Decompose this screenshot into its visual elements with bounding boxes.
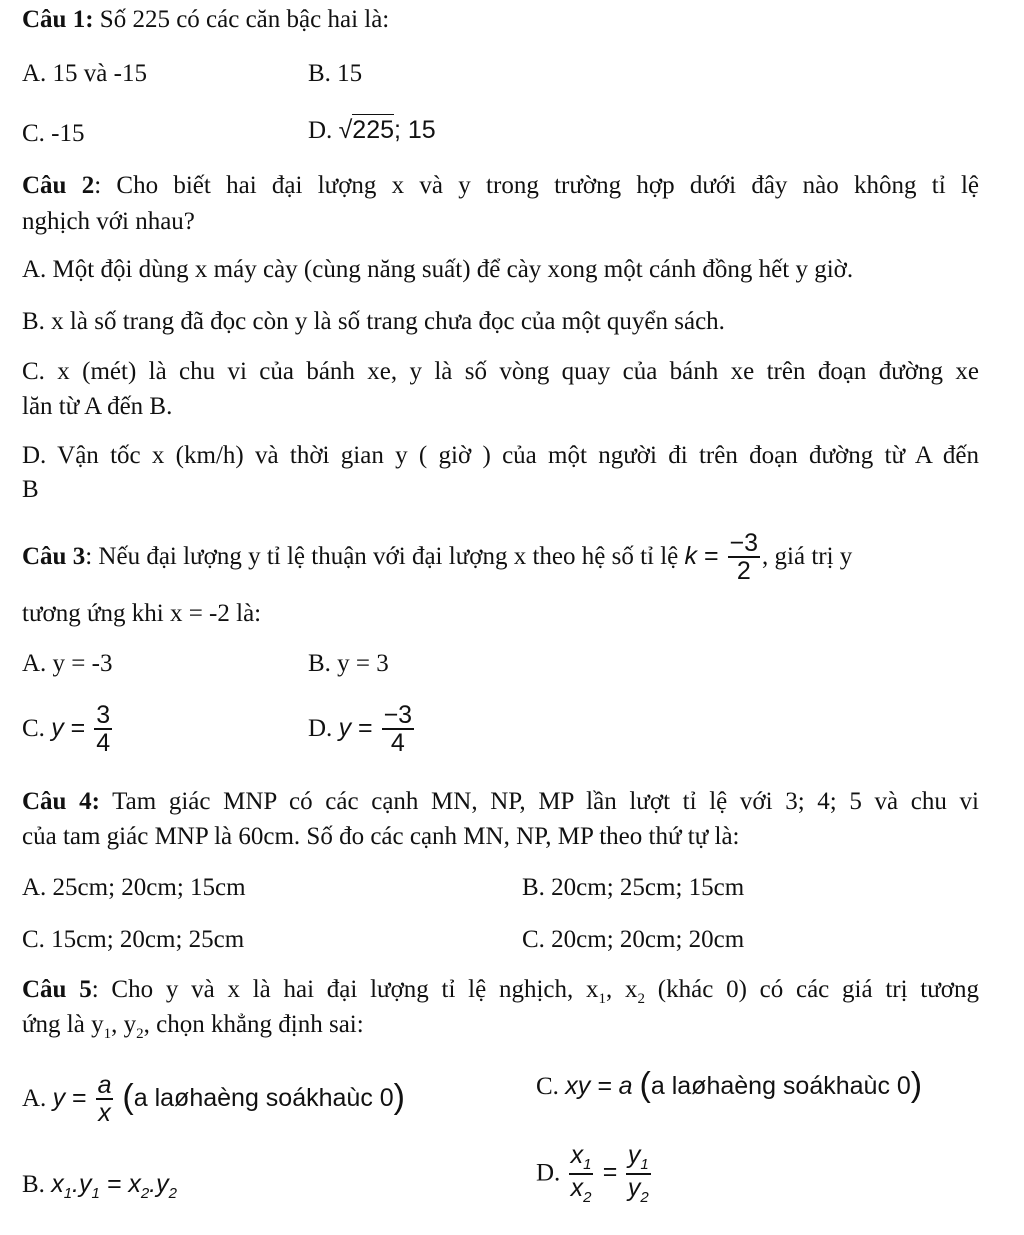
q2-option-d-line1: D. Vận tốc x (km/h) và thời gian y ( giờ ) của một người đi trên đoạn đường từ A đến xyxy=(22,442,979,469)
q5-d-frac-x xyxy=(569,1142,594,1206)
q5-sub-x2: 2 xyxy=(637,991,646,1007)
q4-stem-line1 xyxy=(22,788,979,817)
q5-a-paren-text: a laøhaèng soákhaùc 0 xyxy=(133,1083,394,1112)
q3-c-label: C. xyxy=(22,714,45,742)
q5-option-c xyxy=(536,1066,922,1105)
q5-a-eq: = xyxy=(65,1083,94,1112)
q1-d-label: D. xyxy=(308,117,333,144)
q5-a-num: a xyxy=(97,1071,112,1099)
q3-c-expr xyxy=(51,701,114,758)
q5-a-rparen: ) xyxy=(393,1077,405,1116)
q2-text1: : Cho biết hai đại lượng x và y trong trường hợp dưới đây nào không tỉ lệ xyxy=(94,172,979,199)
q3-option-d xyxy=(308,702,416,757)
q3-d-den: 4 xyxy=(390,729,405,758)
q4-option-c: C. 15cm; 20cm; 25cm xyxy=(22,926,245,953)
q2-option-a: A. Một đội dùng x máy cày (cùng năng suất) để cày xong một cánh đồng hết y giờ. xyxy=(22,256,854,283)
q5-d-eq: = xyxy=(595,1158,624,1187)
q5-option-d xyxy=(536,1142,653,1206)
q5-text1-b: , x xyxy=(606,976,638,1003)
q3-label: Câu 3 xyxy=(22,542,86,570)
q5-stem-line1 xyxy=(22,976,979,1008)
q5-b-dot1: . xyxy=(72,1170,79,1198)
q5-b-x1: x xyxy=(51,1170,64,1198)
q5-d-expr xyxy=(567,1141,653,1206)
q5-b-sub-y1: 1 xyxy=(91,1185,100,1202)
q3-k-den: 2 xyxy=(736,557,751,586)
q5-b-sub-x1: 1 xyxy=(63,1185,73,1202)
q5-a-lparen: ( xyxy=(122,1077,134,1116)
q5-b-y1: y xyxy=(78,1170,92,1198)
q4-stem-line2: của tam giác MNP là 60cm. Số đo các cạnh MN, NP, MP theo thứ tự là: xyxy=(22,823,740,850)
q5-b-eq: = xyxy=(99,1170,129,1198)
q5-a-expr xyxy=(52,1071,405,1128)
q5-d-x2: x xyxy=(570,1173,584,1202)
q5-a-label: A. xyxy=(22,1084,47,1112)
q5-b-x2: x xyxy=(128,1170,141,1198)
q5-b-sub-y2: 2 xyxy=(168,1185,177,1202)
q3-c-eq: = xyxy=(63,713,93,742)
q5-text1-a: : Cho y và x là hai đại lượng tỉ lệ nghịch, x xyxy=(91,976,599,1003)
q5-text2-b: , y xyxy=(111,1011,137,1038)
q5-b-expr xyxy=(51,1170,177,1202)
q4-text1: Tam giác MNP có các cạnh MN, NP, MP lần lượt tỉ lệ với 3; 4; 5 và chu vi xyxy=(99,788,979,815)
q3-text1-end: , giá trị y xyxy=(762,542,853,570)
q3-k-var: k xyxy=(684,541,698,570)
q5-c-expr-wrap xyxy=(565,1066,923,1104)
q5-stem-line2 xyxy=(22,1011,364,1043)
q1-d-radicand: 225 xyxy=(352,116,395,144)
q3-d-label: D. xyxy=(308,714,333,742)
q1-option-b: B. 15 xyxy=(308,60,363,87)
q5-d-y1-wrap xyxy=(626,1142,651,1175)
q5-b-dot2: . xyxy=(149,1170,157,1198)
q5-option-a xyxy=(22,1072,405,1127)
q3-k-frac xyxy=(728,530,761,585)
sqrt-sign: √ xyxy=(338,116,353,144)
q5-text2-a: ứng là y xyxy=(22,1011,104,1038)
q3-d-num: −3 xyxy=(383,701,413,729)
q3-c-var: y xyxy=(51,713,64,742)
q3-d-eq: = xyxy=(351,713,380,742)
q4-label: Câu 4: xyxy=(22,788,100,815)
q5-c-paren-text: a laøhaèng soákhaùc 0 xyxy=(650,1072,911,1100)
q1-stem xyxy=(22,6,389,35)
q5-sub-x1: 1 xyxy=(598,991,607,1007)
q1-option-a: A. 15 và -15 xyxy=(22,60,147,87)
q5-c-label: C. xyxy=(536,1073,559,1100)
q1-label: Câu 1: xyxy=(22,6,94,33)
q3-option-c xyxy=(22,702,114,757)
q2-option-c-line1: C. x (mét) là chu vi của bánh xe, y là số vòng quay của bánh xe trên đoạn đường xe xyxy=(22,358,979,385)
q3-k-expr xyxy=(684,529,763,586)
q1-option-c: C. -15 xyxy=(22,120,85,147)
q5-b-y2: y xyxy=(156,1170,169,1198)
q5-d-frac-y xyxy=(626,1142,651,1206)
q3-d-frac xyxy=(382,702,415,757)
q5-sub-y2: 2 xyxy=(136,1026,144,1042)
q5-d-y2: y xyxy=(627,1173,641,1202)
q5-text2-c: , chọn khẳng định sai: xyxy=(143,1011,364,1038)
q5-b-sub-x2: 2 xyxy=(140,1185,150,1202)
q2-option-c-line2: lăn từ A đến B. xyxy=(22,393,173,420)
q5-d-label: D. xyxy=(536,1159,561,1187)
q3-stem-line1 xyxy=(22,530,852,585)
q5-label: Câu 5 xyxy=(22,976,92,1003)
q1-d-rest: ; 15 xyxy=(394,116,436,144)
q3-c-num: 3 xyxy=(96,701,111,729)
q2-label: Câu 2 xyxy=(22,172,95,199)
q2-option-d-line2: B xyxy=(22,476,39,503)
q5-c-rparen: ) xyxy=(910,1066,923,1104)
q1-option-d xyxy=(308,116,436,146)
q5-sub-y1: 1 xyxy=(103,1026,112,1042)
q5-d-sub-x2: 2 xyxy=(583,1188,592,1206)
q3-d-var: y xyxy=(338,713,352,742)
q3-c-frac xyxy=(94,702,112,757)
q5-c-lparen: ( xyxy=(639,1066,651,1104)
q1-d-expr xyxy=(339,116,436,144)
q5-a-den: x xyxy=(98,1099,111,1128)
q5-b-label: B. xyxy=(22,1171,45,1198)
q3-k-num: −3 xyxy=(729,529,759,557)
q3-stem-line2: tương ứng khi x = -2 là: xyxy=(22,600,262,627)
q5-d-x2-wrap xyxy=(569,1175,594,1206)
q5-a-frac xyxy=(96,1072,114,1127)
q5-c-expr: xy = a xyxy=(565,1072,633,1100)
q4-option-d: C. 20cm; 20cm; 20cm xyxy=(522,926,745,953)
q3-option-a: A. y = -3 xyxy=(22,650,113,677)
q5-d-y2-wrap xyxy=(626,1175,651,1206)
q2-stem-line2: nghịch với nhau? xyxy=(22,208,195,235)
q5-option-b xyxy=(22,1170,177,1202)
q3-k-eq: = xyxy=(697,541,726,570)
q5-a-var: y xyxy=(52,1083,66,1112)
q2-stem-line1 xyxy=(22,172,979,201)
q5-d-sub-x1: 1 xyxy=(583,1156,592,1173)
q5-d-y1: y xyxy=(627,1141,641,1169)
q3-d-expr xyxy=(338,701,417,758)
q3-c-den: 4 xyxy=(96,729,111,758)
q5-d-sub-y1: 1 xyxy=(640,1156,649,1173)
q2-option-b: B. x là số trang đã đọc còn y là số trang chưa đọc của một quyển sách. xyxy=(22,308,725,335)
q4-option-b: B. 20cm; 25cm; 15cm xyxy=(522,874,745,901)
q5-d-x1: x xyxy=(570,1141,584,1169)
q5-text1-c: (khác 0) có các giá trị tương xyxy=(645,976,980,1003)
q5-d-x1-wrap xyxy=(569,1142,594,1175)
q3-text1: : Nếu đại lượng y tỉ lệ thuận với đại lượng x theo hệ số tỉ lệ xyxy=(85,542,685,570)
q1-text: Số 225 có các căn bậc hai là: xyxy=(93,6,390,33)
q5-d-sub-y2: 2 xyxy=(640,1188,649,1206)
q4-option-a: A. 25cm; 20cm; 15cm xyxy=(22,874,246,901)
q3-option-b: B. y = 3 xyxy=(308,650,389,677)
